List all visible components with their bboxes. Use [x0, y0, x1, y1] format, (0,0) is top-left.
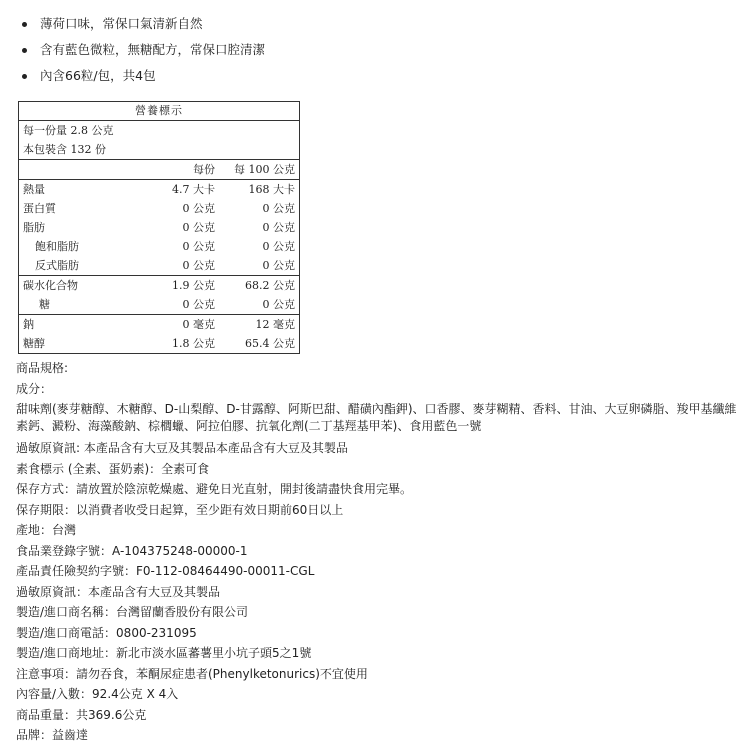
vegetarian-label: 素食標示 (全素、蛋奶素)：全素可食	[16, 461, 210, 476]
nutrient-name: 熱量	[23, 183, 45, 196]
net-content: 內容量/入數：92.4公克 X 4入	[16, 687, 179, 701]
nutrient-name: 飽和脂肪	[35, 240, 79, 253]
col-per-100g: 每 100 公克	[234, 163, 295, 176]
nutrient-name: 碳水化合物	[23, 279, 78, 292]
nutrition-facts-table	[18, 101, 300, 354]
nutrient-name: 糖	[39, 298, 50, 311]
nutrition-row	[19, 334, 299, 353]
nutrient-per-serving: 0 公克	[182, 202, 215, 215]
feature-list	[18, 14, 265, 92]
nutrient-per-100g: 0 公克	[262, 202, 295, 215]
nutrition-row	[19, 256, 299, 276]
storage-method: 保存方式：請放置於陰涼乾燥處、避免日光直射，開封後請盡快食用完畢。	[16, 482, 413, 496]
nutrient-name: 蛋白質	[23, 202, 56, 215]
nutrition-row	[19, 218, 299, 237]
col-per-serving: 每份	[193, 163, 215, 176]
manufacturer-phone: 製造/進口商電話：0800-231095	[16, 625, 197, 640]
nutrient-per-100g: 168 大卡	[248, 183, 295, 196]
product-weight: 商品重量：共369.6公克	[16, 707, 147, 722]
allergen-info: 過敏原資訊: 本產品含有大豆及其製品本產品含有大豆及其製品	[16, 441, 348, 455]
caution: 注意事項：請勿吞食，苯酮尿症患者(Phenylketonurics)不宜使用	[16, 666, 368, 681]
nutrient-per-serving: 1.9 公克	[172, 279, 215, 292]
ingredients-label: 成分：	[16, 381, 53, 396]
nutrient-name: 反式脂肪	[35, 259, 79, 272]
nutrition-row	[19, 276, 299, 295]
nutrition-header-row	[19, 160, 299, 180]
nutrition-row	[19, 237, 299, 256]
nutrient-per-100g: 68.2 公克	[245, 279, 295, 292]
product-details	[16, 358, 746, 746]
feature-item: 薄荷口味，常保口氣清新自然	[18, 14, 265, 40]
nutrition-row	[19, 315, 299, 334]
shelf-life: 保存期限：以消費者收受日起算，至少距有效日期前60日以上	[16, 502, 344, 517]
nutrient-per-serving: 0 公克	[182, 221, 215, 234]
nutrient-per-serving: 0 公克	[182, 240, 215, 253]
nutrient-name: 糖醇	[23, 337, 45, 350]
nutrient-name: 脂肪	[23, 221, 45, 234]
nutrient-per-100g: 0 公克	[262, 298, 295, 311]
nutrition-title: 營養標示	[19, 102, 299, 121]
registration-number: 食品業登錄字號：A-104375248-00000-1	[16, 543, 248, 558]
nutrition-row	[19, 199, 299, 218]
servings-per-package: 本包裝含 132 份	[19, 140, 299, 160]
insurance-number: 產品責任險契約字號：F0-112-08464490-00011-CGL	[16, 564, 315, 578]
brand: 品牌：益齒達	[16, 728, 89, 742]
feature-item: 內含66粒/包，共4包	[18, 66, 265, 92]
nutrient-per-100g: 0 公克	[262, 259, 295, 272]
nutrient-per-serving: 1.8 公克	[172, 337, 215, 350]
nutrient-per-100g: 0 公克	[262, 221, 295, 234]
allergen-info-2: 過敏原資訊：本產品含有大豆及其製品	[16, 584, 221, 599]
spec-label: 商品規格:	[16, 361, 69, 375]
nutrition-row	[19, 295, 299, 315]
ingredients-text: 甜味劑(麥芽糖醇、木糖醇、D-山梨醇、D-甘露醇、阿斯巴甜、醋磺內酯鉀)、口香膠、麥芽糊精、香料、甘油、大豆卵磷脂、羧甲基纖維素鈣、澱粉、海藻酸鈉、棕櫚蠟、阿拉伯膠、抗氧化劑(二丁基羥基甲苯)、食用藍色一號	[16, 402, 737, 433]
origin: 產地：台灣	[16, 523, 77, 537]
serving-size: 每一份量 2.8 公克	[23, 124, 114, 137]
manufacturer-name: 製造/進口商名稱：台灣留蘭香股份有限公司	[16, 605, 249, 619]
feature-item: 含有藍色微粒，無糖配方，常保口腔清潔	[18, 40, 265, 66]
nutrition-row	[19, 180, 299, 199]
nutrient-per-100g: 65.4 公克	[245, 337, 295, 350]
nutrient-name: 鈉	[23, 318, 34, 331]
nutrient-per-100g: 0 公克	[262, 240, 295, 253]
nutrient-per-100g: 12 毫克	[255, 318, 295, 331]
nutrient-per-serving: 0 毫克	[182, 318, 215, 331]
nutrient-per-serving: 4.7 大卡	[172, 183, 215, 196]
nutrient-per-serving: 0 公克	[182, 259, 215, 272]
nutrient-per-serving: 0 公克	[182, 298, 215, 311]
manufacturer-address: 製造/進口商地址：新北市淡水區蕃薯里小坑子頭5之1號	[16, 646, 312, 660]
